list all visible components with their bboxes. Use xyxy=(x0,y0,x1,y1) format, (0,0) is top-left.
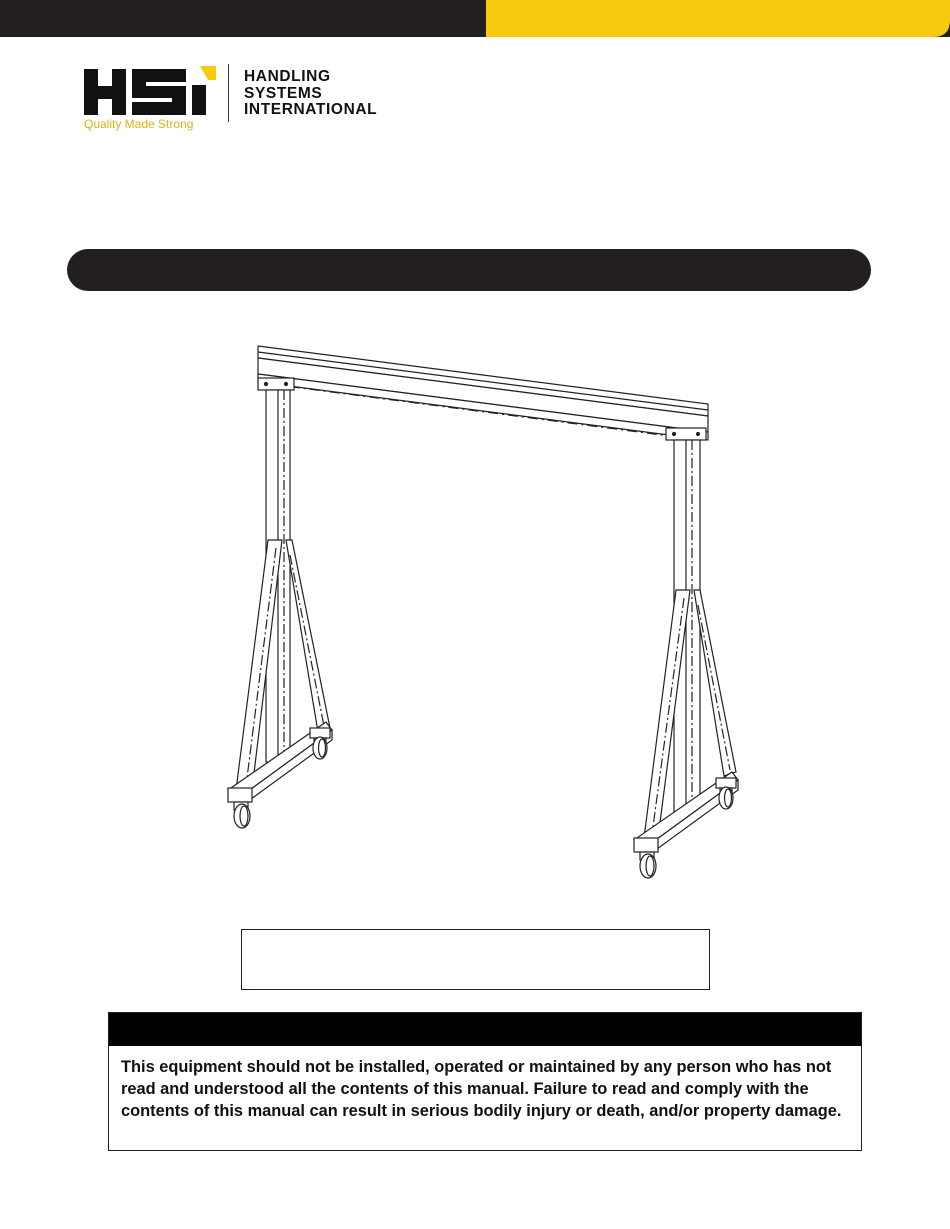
gantry-crane-illustration xyxy=(215,330,755,890)
logo-tagline: Quality Made Strong xyxy=(84,117,194,131)
hsi-logo-icon xyxy=(82,62,222,118)
warning-text: This equipment should not be installed, operated or maintained by any person who has not read and understood all the contents of this manual. Failure to read and comply with the contents of this manual can result in serious bodily injury or death, and/or property damage. xyxy=(121,1058,842,1120)
title-band xyxy=(67,249,871,291)
model-info-box xyxy=(241,929,710,990)
top-color-bar xyxy=(0,0,950,37)
logo-divider xyxy=(228,64,229,122)
warning-box xyxy=(108,1012,862,1151)
warning-header xyxy=(109,1013,861,1046)
logo-line-1: HANDLING xyxy=(244,68,331,85)
company-logo xyxy=(82,62,442,142)
logo-line-2: SYSTEMS xyxy=(244,85,323,102)
logo-line-3: INTERNATIONAL xyxy=(244,101,378,118)
